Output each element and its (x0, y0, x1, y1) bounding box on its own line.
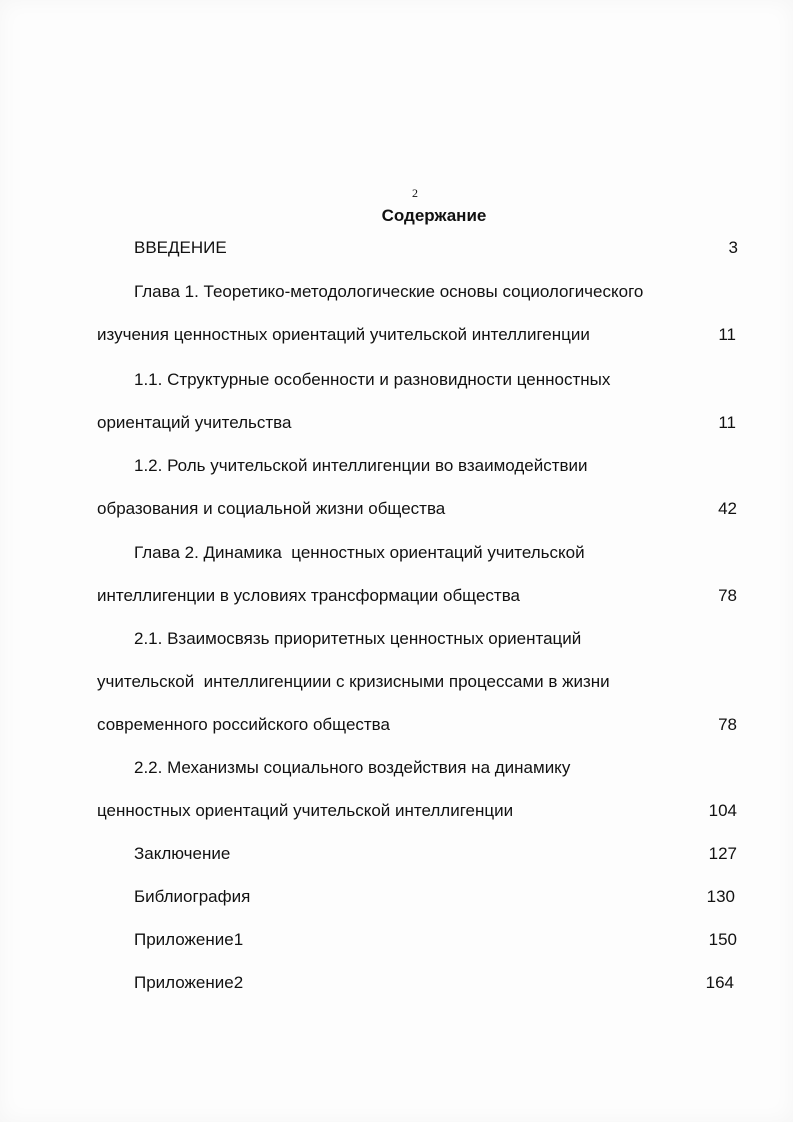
toc-entry-section1-2-line2: образования и социальной жизни общества (97, 499, 446, 518)
toc-entry-section1-1-line1: 1.1. Структурные особенности и разновидности ценностных (134, 370, 611, 389)
toc-entry-section2-2-line1: 2.2. Механизмы социального воздействия на динамику (134, 758, 571, 777)
toc-page-section1-2: 42 (718, 499, 737, 518)
toc-entry-section2-1-line1: 2.1. Взаимосвязь приоритетных ценностных ориентаций (134, 629, 582, 648)
toc-page-section1-1: 11 (718, 413, 736, 432)
toc-entry-chapter2-line2: интеллигенции в условиях трансформации общества (97, 586, 521, 605)
toc-entry-section1-2-line1: 1.2. Роль учительской интеллигенции во взаимодействии (134, 456, 588, 475)
toc-entry-chapter1-line2: изучения ценностных ориентаций учительской интеллигенции (97, 325, 590, 344)
toc-page-chapter2: 78 (718, 586, 737, 605)
toc-entry-section2-1-line2: учительской интеллигенциии с кризисными процессами в жизни (97, 672, 610, 691)
page-number: 2 (412, 186, 418, 200)
toc-page-introduction: 3 (728, 238, 738, 257)
toc-page-bibliography: 130 (706, 887, 735, 906)
toc-page-section2-2: 104 (708, 801, 737, 820)
toc-page-appendix1: 150 (708, 930, 737, 949)
toc-title: Содержание (381, 206, 487, 225)
toc-entry-chapter2-line1: Глава 2. Динамика ценностных ориентаций учительской (134, 543, 585, 562)
toc-entry-section2-2-line2: ценностных ориентаций учительской интеллигенции (97, 801, 514, 820)
toc-entry-bibliography: Библиография (134, 887, 251, 906)
toc-page-section2-1: 78 (718, 715, 737, 734)
toc-entry-appendix1: Приложение1 (134, 930, 244, 949)
toc-page-appendix2: 164 (705, 973, 734, 992)
toc-page-conclusion: 127 (708, 844, 737, 863)
toc-entry-chapter1-line1: Глава 1. Теоретико-методологические основы социологического (134, 282, 644, 301)
toc-entry-section2-1-line3: современного российского общества (97, 715, 390, 734)
toc-entry-appendix2: Приложение2 (134, 973, 244, 992)
toc-entry-conclusion: Заключение (134, 844, 231, 863)
toc-page-chapter1: 11 (718, 325, 736, 344)
toc-entry-introduction: ВВЕДЕНИЕ (134, 238, 227, 257)
toc-entry-section1-1-line2: ориентаций учительства (97, 413, 292, 432)
